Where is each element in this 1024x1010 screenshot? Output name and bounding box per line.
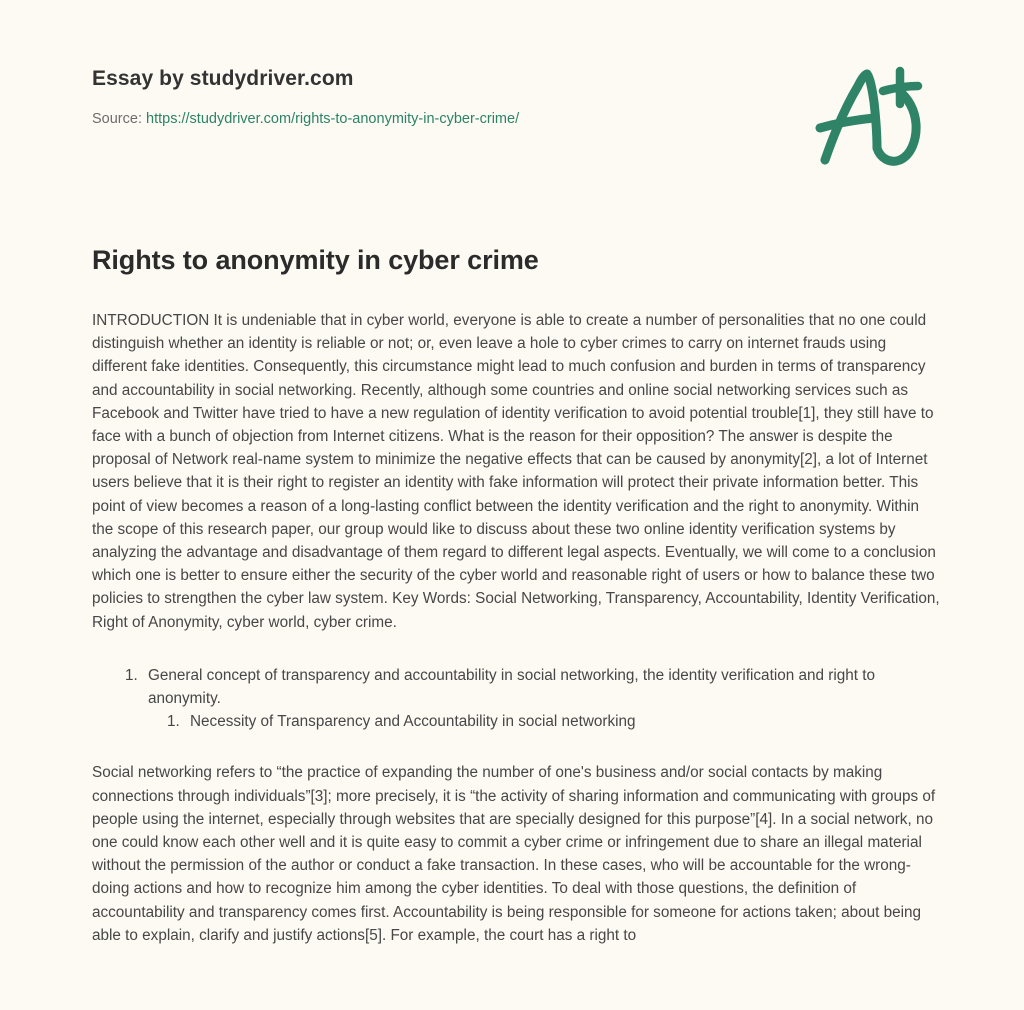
outline-list [92,664,940,734]
outline-item-1 [142,664,940,734]
outline-item-1-1-label: Necessity of Transparency and Accountability in social networking [190,713,636,731]
outline-item-1-1 [184,710,940,733]
page-title: Rights to anonymity in cyber crime [92,245,539,275]
brand-block [92,66,519,129]
article-paragraph-1: INTRODUCTION It is undeniable that in cyber world, everyone is able to create a number of personalities that no one could distinguish whether an identity is reliable or not; or, even leave a hole to cyber crimes to carry on internet frauds using different fake identities. Consequently, this circumstance might lead to much confusion and burden in terms of transparency and accountability in social networking. Recently, although some countries and online social networking services such as Facebook and Twitter have tried to have a new regulation of identity verification to avoid potential trouble[1], they still have to face with a bunch of objection from Internet citizens. What is the reason for their opposition? The answer is despite the proposal of Network real-name system to minimize the negative effects that can be caused by anonymity[2], a lot of Internet users believe that it is their right to register an identity with fake information will protect their private information better. This point of view becomes a reason of a long-lasting conflict between the identity verification and the right to anonymity. Within the scope of this research paper, our group would like to discuss about these two online identity verification systems by analyzing the advantage and disadvantage of them regard to different legal aspects. Eventually, we will come to a conclusion which one is better to ensure either the security of the cyber world and reasonable right of users or how to balance these two policies to strengthen the cyber law system. Key Words: Social Networking, Transparency, Accountability, Identity Verification, Right of Anonymity, cyber world, cyber crime. [92,312,940,631]
article-paragraph-2: Social networking refers to “the practice of expanding the number of one's business and/or social contacts by making connections through individuals”[3]; more precisely, it is “the activity of sharing information and communicating with groups of people using the internet, especially through websites that are specially designed for this purpose”[4]. In a social network, no one could know each other well and it is quite easy to commit a cyber crime or infringement due to share an illegal material without the permission of the author or conduct a fake transaction. In these cases, who will be accountable for the wrong-doing actions and how to recognize him among the cyber identities. To deal with those questions, the definition of accountability and transparency comes first. Accountability is being responsible for someone for actions taken; about being able to explain, clarify and justify actions[5]. For example, the court has a right to [92,764,936,944]
source-label: Source: [92,111,142,127]
brand-title: Essay by studydriver.com [92,67,354,90]
studydriver-logo [812,62,930,170]
outline-item-1-label: General concept of transparency and accountability in social networking, the identity verification and right to anonymity. [148,666,876,708]
outline-sublist [148,710,940,733]
source-url-link[interactable]: https://studydriver.com/rights-to-anonymity-in-cyber-crime/ [146,111,520,127]
article-body [92,243,940,947]
a-plus-logo-icon [812,62,930,170]
document-header [0,0,1024,200]
source-line [92,109,519,129]
